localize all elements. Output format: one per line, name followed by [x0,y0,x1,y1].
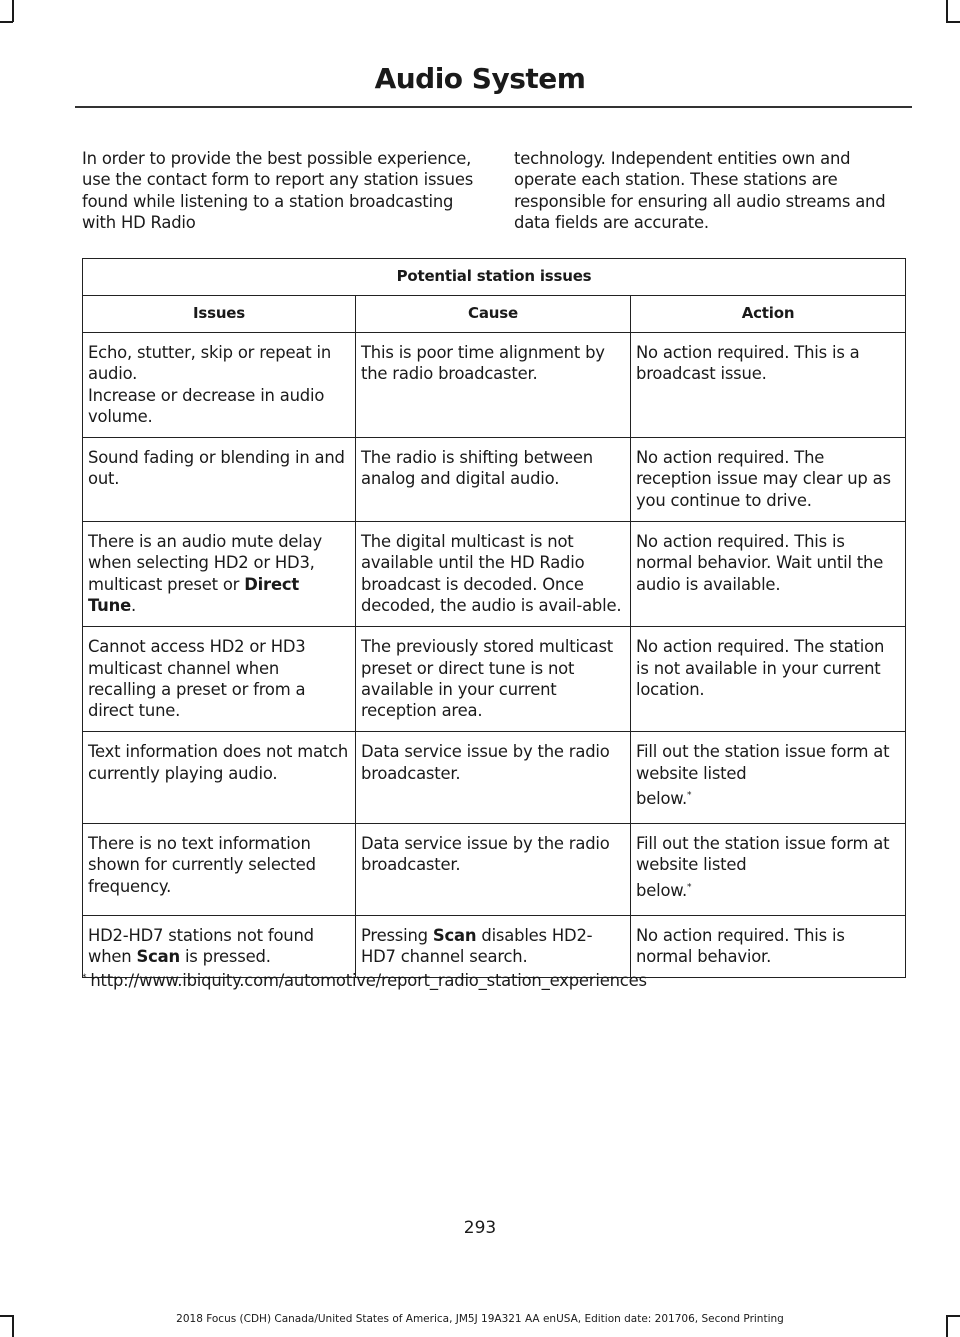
crop-mark-top-right-h [946,21,960,23]
scan-label: Scan [136,946,180,966]
action-cell: No action required. This is normal behavior. [631,915,906,978]
cause-cell: Data service issue by the radio broadcaster. [356,824,631,916]
crop-mark-top-left-v [12,0,14,22]
scan-label: Scan [432,925,477,945]
table-row [83,732,906,824]
footnote [82,971,647,990]
column-header-cause: Cause [356,296,631,333]
action-cell: No action required. This is normal behavior. Wait until the audio is available. [631,522,906,627]
action-cell: No action required. The station is not available in your current location. [631,627,906,732]
issue-cell: Text information does not match currently playing audio. [83,732,356,824]
issue-text-end: is pressed. [184,946,271,966]
table-row [83,438,906,522]
cause-cell [356,915,631,978]
issue-cell [83,333,356,438]
action-cell: No action required. This is a broadcast issue. [631,333,906,438]
intro-paragraph-right: technology. Independent entities own and operate each station. These stations are responsible for ensuring all audio streams and data fields are accurate. [514,149,886,232]
cause-cell: The previously stored multicast preset or direct tune is not available in your current reception area. [356,627,631,732]
footnote-url: http://www.ibiquity.com/automotive/report_radio_station_experiences [90,971,647,990]
column-header-issues: Issues [83,296,356,333]
table-header-row [83,296,906,333]
issue-cell [83,522,356,627]
issue-text: There is an audio mute delay when selecting HD2 or HD3, multicast preset or [88,532,322,594]
crop-mark-top-left-h [0,21,13,23]
cause-text-end: disables HD2-HD7 channel search. [361,925,593,966]
issue-text-end: . [131,595,137,615]
issue-cell [83,915,356,978]
footnote-reference: * [686,790,692,801]
cause-text: Pressing [361,925,428,945]
page-number: 293 [463,1218,497,1238]
cause-cell: The radio is shifting between analog and digital audio. [356,438,631,522]
issue-cell: There is no text information shown for currently selected frequency. [83,824,356,916]
direct-tune-label: Direct Tune [88,574,300,615]
action-text: Fill out the station issue form at website listed [636,834,890,875]
table-caption: Potential station issues [83,259,906,296]
crop-mark-top-right-v [946,0,948,22]
intro-paragraph-left: In order to provide the best possible experience, use the contact form to report any station issues found while listening to a station broadcasting with HD Radio [82,149,474,232]
footnote-reference: * [686,882,692,893]
table-row [83,824,906,916]
table-row [83,522,906,627]
action-text-end: below. [636,789,687,809]
table-row [83,915,906,978]
action-cell [631,732,906,824]
cause-cell: The digital multicast is not available until the HD Radio broadcast is decoded. Once decoded, the audio is avail-able. [356,522,631,627]
cause-cell: Data service issue by the radio broadcaster. [356,732,631,824]
footnote-mark: * [82,972,87,983]
table-row [83,333,906,438]
column-header-action: Action [631,296,906,333]
action-cell [631,824,906,916]
table-row [83,627,906,732]
title-rule [75,106,912,108]
issue-cell: Sound fading or blending in and out. [83,438,356,522]
action-text: Fill out the station issue form at website listed [636,742,890,783]
station-issues-table [82,258,906,978]
page-title: Audio System [374,62,586,95]
issue-text-line2: Increase or decrease in audio volume. [88,385,325,426]
edition-line: 2018 Focus (CDH) Canada/United States of America, JM5J 19A321 AA enUSA, Edition date: 201706, Second Printing [176,1313,784,1325]
issue-text: Echo, stutter, skip or repeat in audio. [88,343,332,384]
table-caption-row [83,259,906,296]
action-text-end: below. [636,880,687,900]
cause-cell: This is poor time alignment by the radio broadcaster. [356,333,631,438]
issue-text: HD2-HD7 stations not found when [88,925,314,966]
action-cell: No action required. The reception issue may clear up as you continue to drive. [631,438,906,522]
issue-cell: Cannot access HD2 or HD3 multicast channel when recalling a preset or from a direct tune. [83,627,356,732]
